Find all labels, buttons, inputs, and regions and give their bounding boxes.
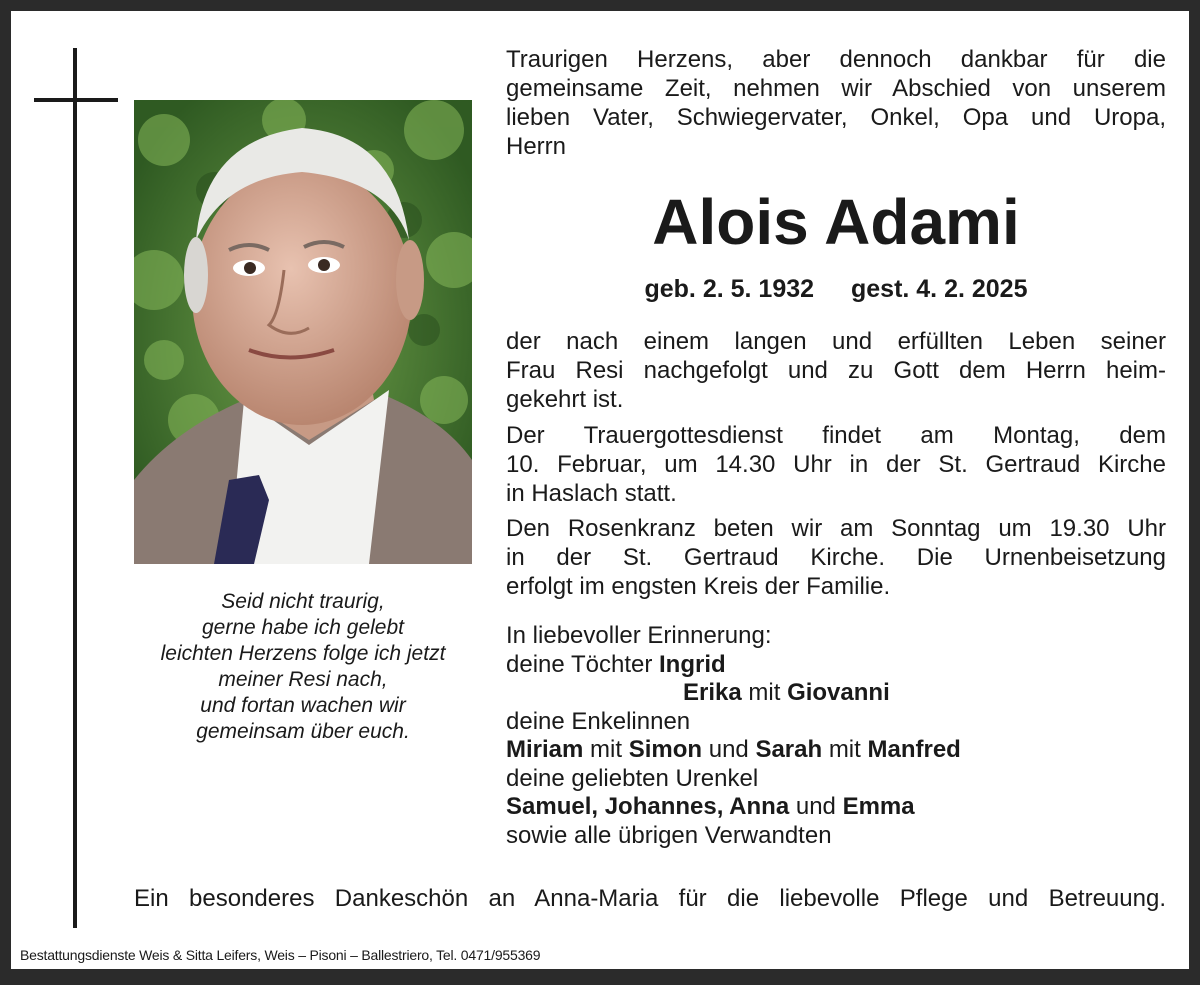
daughter-name: Ingrid	[659, 650, 726, 678]
intro-line: Traurigen Herzens, aber dennoch dankbar für die	[506, 46, 1166, 73]
life-dates	[506, 273, 1166, 305]
paragraph-line: gekehrt ist.	[506, 386, 624, 413]
poem-line: leichten Herzens folge ich jetzt	[160, 642, 446, 665]
deceased-name: Alois Adami	[652, 186, 1020, 258]
death-date: gest. 4. 2. 2025	[850, 275, 1028, 303]
partner-name: Manfred	[867, 736, 961, 763]
great-grandchildren-names: Samuel, Johannes, Anna	[506, 793, 790, 820]
connector-text: und	[708, 736, 749, 763]
other-relatives: sowie alle übrigen Verwandten	[506, 821, 832, 849]
poem-line: gemeinsam über euch.	[196, 720, 410, 743]
cross-icon-horizontal	[34, 98, 118, 102]
connector-text: mit	[748, 679, 781, 706]
partner-name: Simon	[628, 736, 703, 763]
paragraph-line: erfolgt im engsten Kreis der Familie.	[506, 573, 891, 600]
connector-text: und	[795, 793, 836, 820]
mourners-daughter2-row	[506, 679, 1166, 708]
daughters-label: deine Töchter	[506, 650, 653, 678]
cross-icon-vertical	[73, 48, 77, 928]
paragraph-line: Der Trauergottesdienst findet am Montag, dem	[506, 422, 1166, 449]
paragraph-rosary	[506, 514, 1166, 601]
connector-text: mit	[828, 736, 861, 763]
intro-text	[506, 45, 1166, 161]
intro-line: gemeinsame Zeit, nehmen wir Abschied von unserem	[506, 75, 1166, 102]
paragraph-line: 10. Februar, um 14.30 Uhr in der St. Gertraud Kirche	[506, 451, 1166, 478]
poem	[134, 589, 472, 745]
thanks-line: Ein besonderes Dankeschön an Anna-Maria für die liebevolle Pflege und Betreuung.	[134, 885, 1166, 912]
intro-line: Herrn	[506, 133, 567, 160]
intro-line: lieben Vater, Schwiegervater, Onkel, Opa und Uropa,	[506, 104, 1166, 131]
paragraph-line: Frau Resi nachgefolgt und zu Gott dem Herrn heim-	[506, 357, 1166, 384]
great-grandchild-name: Emma	[842, 793, 915, 820]
poem-line: und fortan wachen wir	[200, 694, 406, 717]
mourners-great-grandchildren-row	[506, 793, 1166, 822]
poem-line: gerne habe ich gelebt	[202, 616, 404, 639]
paragraph-funeral-service	[506, 421, 1166, 508]
paragraph-line: Den Rosenkranz beten wir am Sonntag um 19.30 Uhr	[506, 515, 1166, 542]
birth-date: geb. 2. 5. 1932	[644, 275, 815, 303]
connector-text: mit	[590, 736, 623, 763]
paragraph-life	[506, 327, 1166, 414]
mourners-heading: In liebevoller Erinnerung:	[506, 622, 772, 649]
poem-line: Seid nicht traurig,	[221, 590, 385, 613]
mourners-daughters-row	[506, 651, 1166, 680]
partner-name: Giovanni	[787, 679, 890, 706]
paragraph-line: der nach einem langen und erfüllten Leben seiner	[506, 328, 1166, 355]
mourners-list	[506, 622, 1166, 850]
great-grandchildren-label: deine geliebten Urenkel	[506, 764, 759, 792]
mourners-grandchildren-row	[506, 736, 1166, 765]
grandchildren-label: deine Enkelinnen	[506, 707, 691, 735]
funeral-home-footer: Bestattungsdienste Weis & Sitta Leifers, Weis – Pisoni – Ballestriero, Tel. 0471/955369	[20, 947, 541, 963]
portrait-photo	[134, 100, 472, 564]
grandchild-name: Sarah	[755, 736, 823, 763]
paragraph-line: in Haslach statt.	[506, 480, 677, 507]
paragraph-line: in der St. Gertraud Kirche. Die Urnenbeisetzung	[506, 544, 1166, 571]
poem-line: meiner Resi nach,	[218, 668, 388, 691]
daughter-name: Erika	[683, 679, 742, 706]
grandchild-name: Miriam	[506, 736, 584, 763]
